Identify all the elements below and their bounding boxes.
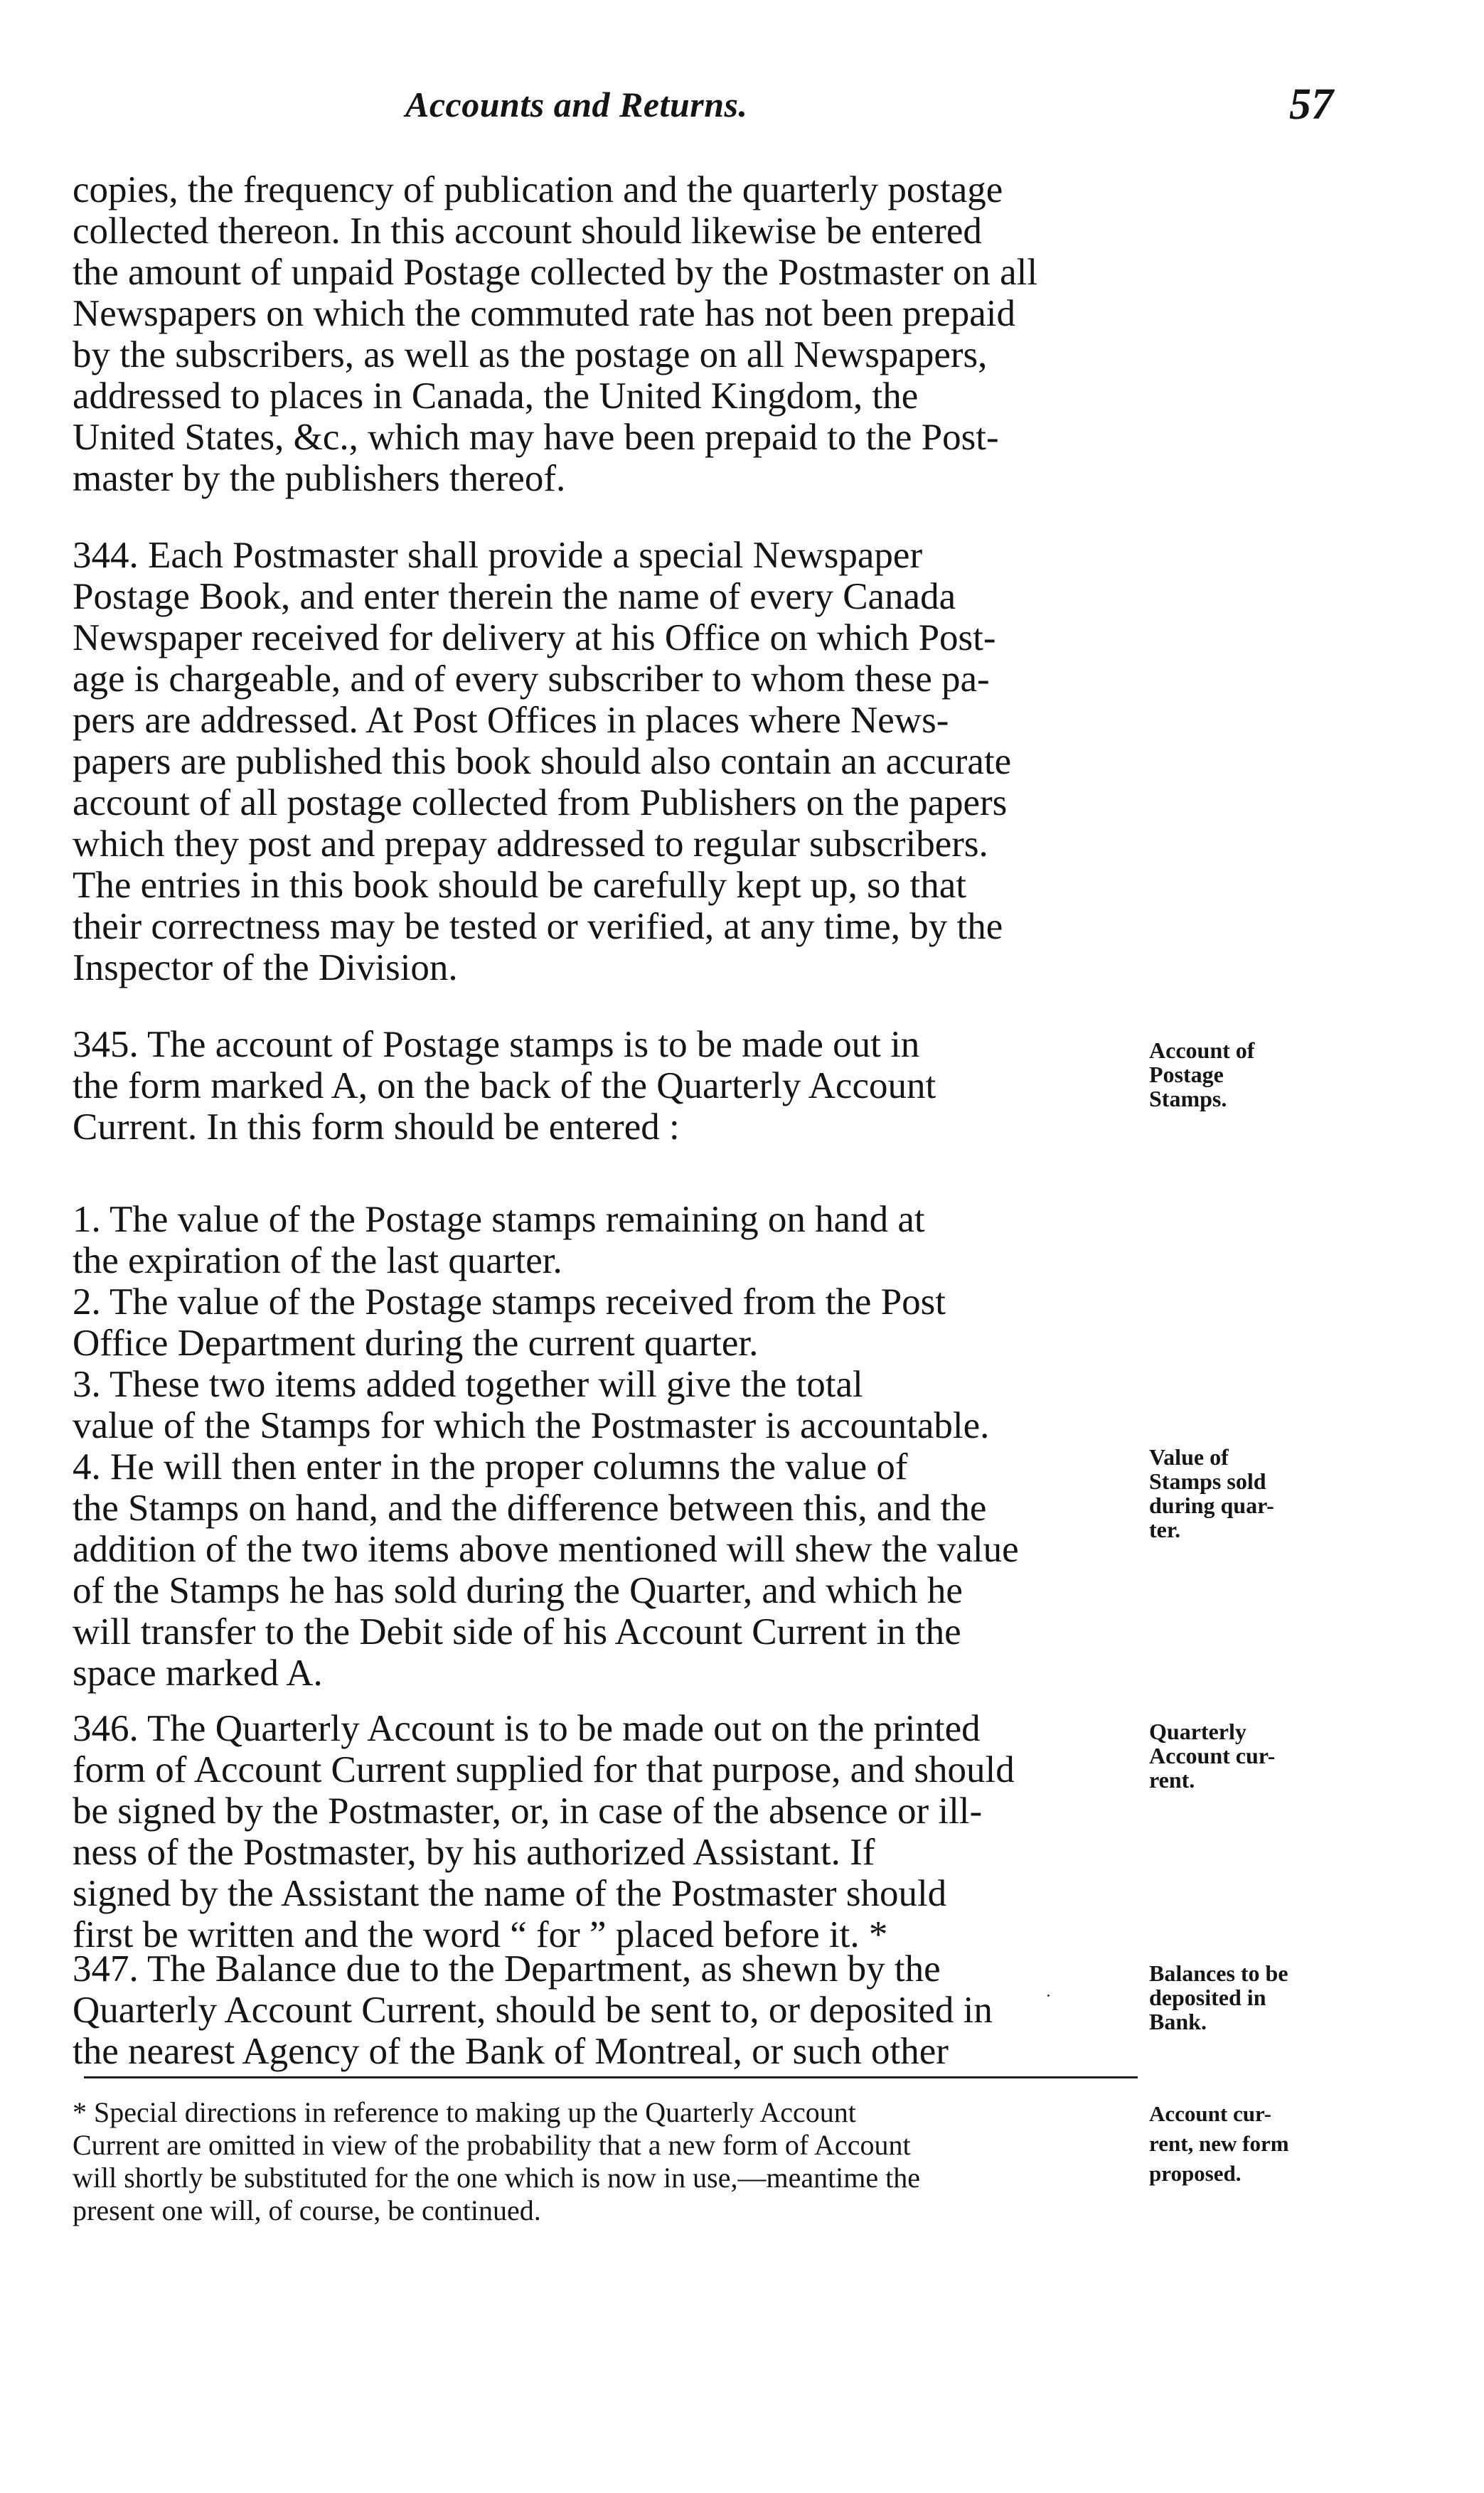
- footnote-line: will shortly be substituted for the one which is now in use,—meantime the: [73, 2162, 921, 2194]
- margin-note-line: Value of: [1149, 1444, 1229, 1470]
- list-item-line: space marked A.: [73, 1653, 323, 1694]
- print-speck: ·: [1045, 1985, 1052, 2006]
- list-item-line: of the Stamps he has sold during the Quarter, and which he: [73, 1570, 963, 1611]
- text-line: the form marked A, on the back of the Quarterly Account: [73, 1065, 936, 1106]
- text-line: the amount of unpaid Postage collected by the Postmaster on all: [73, 252, 1038, 293]
- margin-note-line: rent, new form: [1149, 2131, 1289, 2156]
- text-line: Current. In this form should be entered :: [73, 1106, 680, 1148]
- text-line: 345. The account of Postage stamps is to be made out in: [73, 1024, 920, 1065]
- text-line: be signed by the Postmaster, or, in case of the absence or ill-: [73, 1790, 983, 1832]
- paragraph-347: [73, 1948, 1139, 2072]
- text-line: ness of the Postmaster, by his authorized Assistant. If: [73, 1832, 875, 1873]
- text-line: United States, &c., which may have been prepaid to the Post-: [73, 417, 999, 458]
- text-line: form of Account Current supplied for that purpose, and should: [73, 1749, 1015, 1790]
- text-line: which they post and prepay addressed to regular subscribers.: [73, 823, 988, 865]
- text-line: 346. The Quarterly Account is to be made out on the printed: [73, 1708, 981, 1749]
- paragraph-345-items: [73, 1199, 1139, 1694]
- text-line: 347. The Balance due to the Department, as shewn by the: [73, 1948, 941, 1990]
- margin-note-quarterly-account: [1149, 1719, 1434, 1792]
- text-line: Newspaper received for delivery at his Office on which Post-: [73, 617, 996, 658]
- margin-note-line: deposited in: [1149, 1985, 1266, 2010]
- text-line: by the subscribers, as well as the postage on all Newspapers,: [73, 334, 988, 375]
- text-line: addressed to places in Canada, the United Kingdom, the: [73, 375, 919, 417]
- text-line: their correctness may be tested or verified, at any time, by the: [73, 906, 1003, 947]
- footnote-line: Current are omitted in view of the probability that a new form of Account: [73, 2129, 911, 2161]
- margin-note-line: Stamps.: [1149, 1086, 1227, 1111]
- paragraph-344: [73, 535, 1139, 988]
- text-line: pers are addressed. At Post Offices in places where News-: [73, 700, 949, 741]
- margin-note-line: rent.: [1149, 1767, 1195, 1793]
- paragraph-345: [73, 1024, 1139, 1148]
- text-line: the nearest Agency of the Bank of Montreal, or such other: [73, 2031, 949, 2072]
- list-item-line: 1. The value of the Postage stamps remaining on hand at: [73, 1199, 925, 1240]
- margin-note-value-sold: [1149, 1445, 1434, 1542]
- running-header-title: Accounts and Returns.: [405, 85, 748, 124]
- text-line: Quarterly Account Current, should be sent to, or deposited in: [73, 1990, 993, 2031]
- list-item-line: will transfer to the Debit side of his Account Current in the: [73, 1611, 961, 1653]
- list-item-line: 4. He will then enter in the proper columns the value of: [73, 1446, 908, 1488]
- margin-note-line: Bank.: [1149, 2009, 1207, 2034]
- margin-note-line: Balances to be: [1149, 1960, 1288, 1986]
- footnote-line: present one will, of course, be continued.: [73, 2194, 541, 2226]
- footnote: [73, 2096, 1139, 2227]
- text-line: age is chargeable, and of every subscriber to whom these pa-: [73, 658, 990, 700]
- margin-note-line: Stamps sold: [1149, 1468, 1266, 1494]
- margin-note-line: Quarterly: [1149, 1719, 1247, 1744]
- text-line: Newspapers on which the commuted rate has not been prepaid: [73, 293, 1016, 334]
- page-number: 57: [1289, 80, 1333, 129]
- margin-note-line: during quar-: [1149, 1493, 1274, 1518]
- list-item-line: the Stamps on hand, and the difference between this, and the: [73, 1488, 987, 1529]
- margin-note-balances: [1149, 1961, 1434, 2034]
- margin-note-line: Account cur-: [1149, 1743, 1276, 1768]
- text-line: signed by the Assistant the name of the Postmaster should: [73, 1873, 947, 1914]
- text-line: collected thereon. In this account should likewise be entered: [73, 210, 982, 252]
- margin-note-line: Account of: [1149, 1037, 1255, 1063]
- paragraph-continuation: [73, 169, 1139, 499]
- margin-note-line: Postage: [1149, 1062, 1224, 1087]
- text-line: master by the publishers thereof.: [73, 458, 566, 499]
- footnote-rule: [84, 2076, 1138, 2078]
- text-line: Postage Book, and enter therein the name of every Canada: [73, 576, 956, 617]
- list-item-line: 2. The value of the Postage stamps received from the Post: [73, 1281, 946, 1323]
- text-line: account of all postage collected from Publishers on the papers: [73, 782, 1008, 823]
- margin-note-line: proposed.: [1149, 2161, 1242, 2186]
- list-item-line: value of the Stamps for which the Postmaster is accountable.: [73, 1405, 990, 1446]
- text-line: 344. Each Postmaster shall provide a special Newspaper: [73, 535, 923, 576]
- margin-note-line: ter.: [1149, 1517, 1181, 1542]
- footnote-line: * Special directions in reference to making up the Quarterly Account: [73, 2096, 856, 2128]
- list-item-line: addition of the two items above mentioned will shew the value: [73, 1529, 1019, 1570]
- text-line: papers are published this book should also contain an accurate: [73, 741, 1012, 782]
- paragraph-346: [73, 1708, 1139, 1955]
- text-line: Inspector of the Division.: [73, 947, 458, 988]
- text-line: first be written and the word “ for ” placed before it. *: [73, 1914, 888, 1955]
- list-item-line: Office Department during the current quarter.: [73, 1323, 759, 1364]
- text-line: The entries in this book should be carefully kept up, so that: [73, 865, 967, 906]
- margin-note-footnote: [1149, 2099, 1448, 2189]
- margin-note-postage-stamps: [1149, 1038, 1434, 1111]
- margin-note-line: Account cur-: [1149, 2101, 1271, 2126]
- text-line: copies, the frequency of publication and the quarterly postage: [73, 169, 1003, 210]
- list-item-line: the expiration of the last quarter.: [73, 1240, 562, 1281]
- list-item-line: 3. These two items added together will give the total: [73, 1364, 863, 1405]
